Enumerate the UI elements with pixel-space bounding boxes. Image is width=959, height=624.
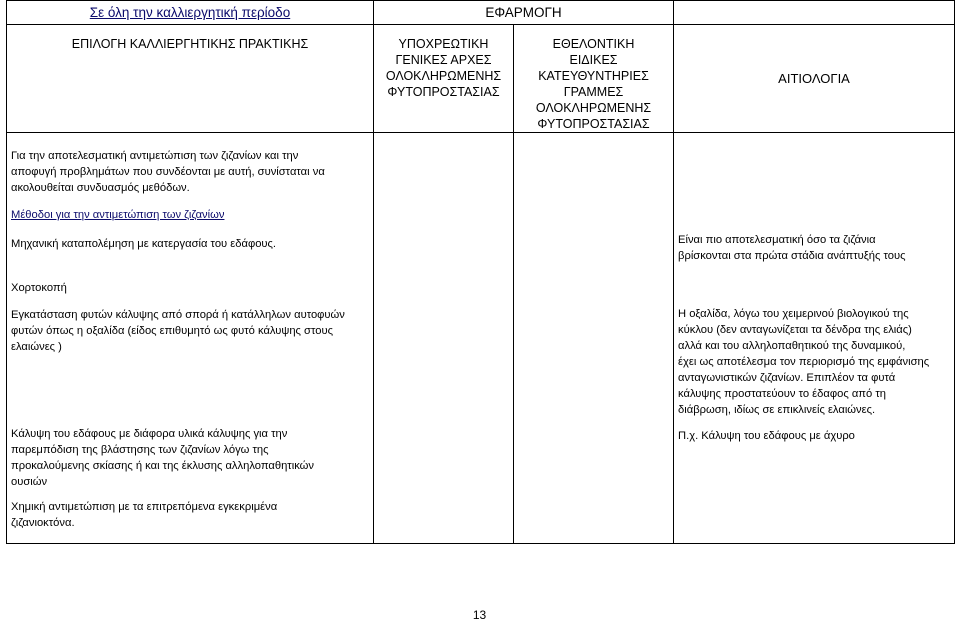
mandatory-cell xyxy=(374,133,514,544)
mulching-text: Κάλυψη του εδάφους με διάφορα υλικά κάλυψης για την παρεμπόδιση της βλάστησης των ζιζανίων λόγω της προκαλούμενης σκίασης ή και της έκλυσης αλληλοπαθητικών ουσιών xyxy=(11,428,314,488)
practice-column-header xyxy=(7,25,374,133)
voluntary-column-header xyxy=(514,25,674,133)
empty-header-cell xyxy=(674,1,955,25)
mulching-reason-text: Π.χ. Κάλυψη του εδάφους με άχυρο xyxy=(678,430,855,442)
mandatory-column-header xyxy=(374,25,514,133)
reason-column-header: ΑΙΤΙΟΛΟΓΙΑ xyxy=(674,25,955,133)
mechanical-reason-text: Είναι πιο αποτελεσματική όσο τα ζιζάνια βρίσκονται στα πρώτα στάδια ανάπτυξής τους xyxy=(678,234,906,262)
application-header: ΕΦΑΡΜΟΓΗ xyxy=(374,1,674,25)
practice-table xyxy=(6,0,955,544)
period-title: Σε όλη την καλλιεργητική περίοδο xyxy=(7,1,374,25)
voluntary-cell xyxy=(514,133,674,544)
voluntary-column-header-text: ΕΘΕΛΟΝΤΙΚΗ ΕΙΔΙΚΕΣ ΚΑΤΕΥΘΥΝΤΗΡΙΕΣ ΓΡΑΜΜΕΣ ΟΛΟΚΛΗΡΩΜΕΝΗΣ ΦΥΤΟΠΡΟΣΤΑΣΙΑΣ xyxy=(535,37,652,131)
cover-crops-text: Εγκατάσταση φυτών κάλυψης από σπορά ή κατάλληλων αυτοφυών φυτών όπως η οξαλίδα (είδος επιθυμητό ως φυτό κάλυψης στους ελαιώνες ) xyxy=(11,309,345,353)
practice-cell xyxy=(7,133,374,544)
reason-cell xyxy=(674,133,955,544)
mechanical-control-text: Μηχανική καταπολέμηση με κατεργασία του εδάφους. xyxy=(11,238,277,250)
mandatory-column-header-text: ΥΠΟΧΡΕΩΤΙΚΗ ΓΕΝΙΚΕΣ ΑΡΧΕΣ ΟΛΟΚΛΗΡΩΜΕΝΗΣ ΦΥΤΟΠΡΟΣΤΑΣΙΑΣ xyxy=(385,37,502,99)
page-number: 13 xyxy=(472,608,487,622)
intro-text: Για την αποτελεσματική αντιμετώπιση των ζιζανίων και την αποφυγή προβλημάτων που συνδέονται με αυτή, συνίσταται να ακολουθείται συνδυασμός μεθόδων. xyxy=(11,150,325,194)
methods-heading: Μέθοδοι για την αντιμετώπιση των ζιζανίων xyxy=(11,209,225,221)
cover-crops-reason-text: Η οξαλίδα, λόγω του χειμερινού βιολογικού της κύκλου (δεν ανταγωνίζεται τα δένδρα της ελιάς) αλλά και του αλληλοπαθητικού της δυναμικού, έχει ως αποτέλεσμα τον περιορισμό της εμφάνισης ανταγωνιστικών ζιζανίων. Επιπλέον τα φυτά κάλυψης προστατεύουν το έδαφος από τη διάβρωση, ιδίως σε επικλινείς ελαιώνες. xyxy=(678,308,930,416)
mowing-text: Χορτοκοπή xyxy=(11,282,67,294)
chemical-control-text: Χημική αντιμετώπιση με τα επιτρεπόμενα εγκεκριμένα ζιζανιοκτόνα. xyxy=(11,501,278,529)
practice-column-header-text: ΕΠΙΛΟΓΗ ΚΑΛΛΙΕΡΓΗΤΙΚΗΣ ΠΡΑΚΤΙΚΗΣ xyxy=(71,37,309,51)
